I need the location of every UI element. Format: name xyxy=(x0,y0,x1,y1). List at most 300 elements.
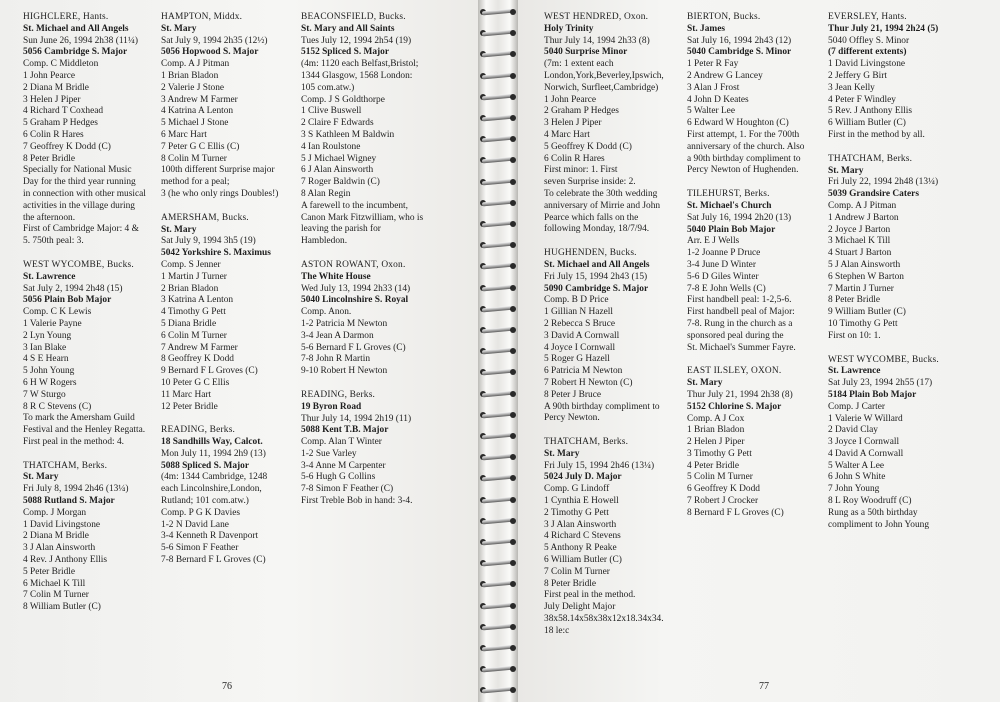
peal-detail-line: 5 Geoffrey K Dodd (C) xyxy=(544,141,632,152)
peal-detail-line: sponsored peal during the xyxy=(687,330,784,341)
peal-detail-line: 5 Graham P Hedges xyxy=(23,118,98,129)
peal-venue: 19 Byron Road xyxy=(301,401,362,412)
peal-detail-line: 3 Ian Blake xyxy=(23,342,67,353)
peal-entry xyxy=(828,154,939,343)
peal-detail-line: 5 Michael J Stone xyxy=(161,118,229,129)
peal-detail-line: anniversary of Mirrie and John xyxy=(544,200,661,211)
right-page xyxy=(518,0,1000,702)
binding-coil xyxy=(478,220,518,228)
left-column-3 xyxy=(301,12,423,520)
peal-detail-line: 11 Marc Hart xyxy=(161,389,212,400)
peal-date: Sat July 23, 1994 2h55 (17) xyxy=(828,378,933,389)
binding-coil xyxy=(478,326,518,334)
peal-detail-line: 5 J Alan Ainsworth xyxy=(828,259,901,270)
peal-entry xyxy=(687,189,804,354)
peal-detail-line: 8 L Roy Woodruff (C) xyxy=(828,496,912,507)
peal-entry xyxy=(161,12,278,201)
peal-detail-line: 4 Stuart J Barton xyxy=(828,248,892,259)
peal-detail-line: 2 Lyn Young xyxy=(23,330,72,341)
peal-method: 5042 Yorkshire S. Maximus xyxy=(161,248,271,259)
peal-detail-line: following Monday, 18/7/94. xyxy=(544,224,650,235)
peal-detail-line: 4 Timothy G Pett xyxy=(161,307,226,318)
binding-coil xyxy=(478,432,518,440)
peal-detail-line: compliment to John Young xyxy=(828,519,930,530)
peal-venue: The White House xyxy=(301,271,371,282)
peal-detail-line: 7 Roger Baldwin (C) xyxy=(301,177,380,188)
peal-method: 5040 Plain Bob Major xyxy=(687,224,776,235)
peal-detail-line: 1 Martin J Turner xyxy=(161,271,227,282)
peal-venue: St. Lawrence xyxy=(828,366,881,377)
peal-method: 5090 Cambridge S. Major xyxy=(544,283,649,294)
peal-detail-line: Comp. A J Pitman xyxy=(828,200,897,211)
peal-detail-line: 5 J Michael Wigney xyxy=(301,153,377,164)
peal-location: BEACONSFIELD, Bucks. xyxy=(301,12,406,22)
peal-venue: St. Mary xyxy=(828,165,864,176)
peal-method: 5040 Lincolnshire S. Royal xyxy=(301,295,409,306)
peal-date: Mon July 11, 1994 2h9 (13) xyxy=(161,448,266,459)
peal-detail-line: 3 David A Cornwall xyxy=(544,330,620,341)
peal-entry xyxy=(544,12,664,236)
peal-detail-line: 6 Stephen W Barton xyxy=(828,271,904,282)
peal-detail-line: 6 J Alan Ainsworth xyxy=(301,165,374,176)
peal-detail-line: 4 Katrina A Lenton xyxy=(161,106,234,117)
peal-detail-line: 5-6 Bernard F L Groves (C) xyxy=(301,342,406,353)
peal-date: Fri July 8, 1994 2h46 (13¼) xyxy=(23,484,129,495)
peal-venue: St. James xyxy=(687,23,726,34)
peal-detail-line: leaving the parish for xyxy=(301,224,381,235)
left-page xyxy=(0,0,478,702)
peal-detail-line: Comp. J S Goldthorpe xyxy=(301,94,385,105)
peal-detail-line: 6 John S White xyxy=(828,472,886,483)
peal-detail-line: First in the method by all. xyxy=(828,129,925,140)
right-column-2 xyxy=(687,12,804,532)
peal-location: HIGHCLERE, Hants. xyxy=(23,12,109,22)
peal-venue: St. Michael's Church xyxy=(687,200,772,211)
peal-detail-line: Comp. J Carter xyxy=(828,401,886,412)
peal-detail-line: Festival and the Henley Regatta. xyxy=(23,425,146,436)
peal-detail-line: 5 Roger G Hazell xyxy=(544,354,610,365)
binding-coil xyxy=(478,580,518,588)
peal-entry xyxy=(161,425,278,567)
peal-entry xyxy=(828,355,939,532)
peal-location: THATCHAM, Berks. xyxy=(23,460,108,471)
binding-coil xyxy=(478,390,518,398)
peal-venue: St. Mary xyxy=(161,224,197,235)
binding-coil xyxy=(478,305,518,313)
peal-location: THATCHAM, Berks. xyxy=(828,153,913,164)
peal-detail-line: Comp. J Morgan xyxy=(23,507,87,518)
peal-date: Sat July 2, 1994 2h48 (15) xyxy=(23,283,123,294)
peal-detail-line: 3-4 Jean A Darmon xyxy=(301,330,374,341)
peal-detail-line: 1 Clive Buswell xyxy=(301,106,362,117)
peal-detail-line: 2 Diana M Bridle xyxy=(23,531,89,542)
binding-coil xyxy=(478,50,518,58)
peal-entry xyxy=(828,12,939,142)
peal-detail-line: 1 Andrew J Barton xyxy=(828,212,899,223)
peal-detail-line: 8 Peter Bridle xyxy=(23,153,76,164)
peal-detail-line: 2 David Clay xyxy=(828,425,878,436)
peal-location: READING, Berks. xyxy=(161,425,236,436)
peal-venue: St. Lawrence xyxy=(23,271,76,282)
peal-detail-line: 3 Timothy G Pett xyxy=(687,448,752,459)
peal-venue: St. Michael and All Angels xyxy=(544,259,650,270)
peal-detail-line: the afternoon. xyxy=(23,212,76,223)
peal-detail-line: To mark the Amersham Guild xyxy=(23,413,135,424)
peal-detail-line: Comp. C K Lewis xyxy=(23,307,92,318)
peal-detail-line: 2 Graham P Hedges xyxy=(544,106,619,117)
peal-detail-line: 1 Gillian N Hazell xyxy=(544,307,613,318)
peal-location: ASTON ROWANT, Oxon. xyxy=(301,259,406,270)
peal-detail-line: 6 Colin R Hares xyxy=(23,129,84,140)
binding-coil xyxy=(478,686,518,694)
peal-detail-line: 1344 Glasgow, 1568 London: xyxy=(301,70,413,81)
peal-detail-line: method for a peal; xyxy=(161,177,230,188)
binding-coil xyxy=(478,262,518,270)
peal-detail-line: 7 Robert H Newton (C) xyxy=(544,377,633,388)
peal-location: HUGHENDEN, Bucks. xyxy=(544,248,637,259)
peal-venue: Thur July 21, 1994 2h24 (5) xyxy=(828,23,939,34)
peal-detail-line: 6 Patricia M Newton xyxy=(544,366,623,377)
peal-detail-line: 3 J Alan Ainsworth xyxy=(544,519,617,530)
peal-detail-line: 4 Peter Bridle xyxy=(687,460,740,471)
peal-detail-line: Rung as a 50th birthday xyxy=(828,507,918,518)
binding-coil xyxy=(478,453,518,461)
binding-coil xyxy=(478,347,518,355)
peal-date: Sat July 16, 1994 2h20 (13) xyxy=(687,212,792,223)
peal-detail-line: 1 Valerie Payne xyxy=(23,318,82,329)
peal-entry xyxy=(301,260,423,378)
peal-detail-line: 7 Peter G C Ellis (C) xyxy=(161,141,240,152)
peal-location: HAMPTON, Middx. xyxy=(161,12,243,22)
peal-detail-line: 1 John Pearce xyxy=(23,70,76,81)
peal-detail-line: 2 Timothy G Pett xyxy=(544,507,609,518)
binding-coil xyxy=(478,199,518,207)
peal-detail-line: 3 Michael K Till xyxy=(828,236,891,247)
peal-detail-line: 6 Marc Hart xyxy=(161,129,207,140)
peal-detail-line: Pearce which falls on the xyxy=(544,212,639,223)
peal-method: 5040 Cambridge S. Minor xyxy=(687,47,792,58)
peal-detail-line: 105 com.atw.) xyxy=(301,82,355,93)
peal-detail-line: 1 David Livingstone xyxy=(828,59,906,70)
peal-detail-line: 5 Peter Bridle xyxy=(23,566,76,577)
peal-method: 5056 Cambridge S. Major xyxy=(23,47,128,58)
peal-method: (7 different extents) xyxy=(828,47,907,58)
peal-detail-line: in connection with other musical xyxy=(23,188,146,199)
binding-coil xyxy=(478,623,518,631)
peal-detail-line: 4 John D Keates xyxy=(687,94,749,105)
peal-detail-line: Comp. A J Cox xyxy=(687,413,745,424)
peal-method: 5024 July D. Major xyxy=(544,472,622,483)
peal-method: 5039 Grandsire Caters xyxy=(828,189,919,200)
peal-date: Fri July 15, 1994 2h43 (15) xyxy=(544,271,648,282)
peal-detail-line: 10 Timothy G Pett xyxy=(828,318,898,329)
peal-venue: St. Mary xyxy=(161,23,197,34)
peal-date: Thur July 21, 1994 2h38 (8) xyxy=(687,389,793,400)
peal-date: Sat July 16, 1994 2h43 (12) xyxy=(687,35,792,46)
peal-detail-line: 8 William Butler (C) xyxy=(23,602,101,613)
binding-coil xyxy=(478,496,518,504)
peal-detail-line: 3 (he who only rings Doubles!) xyxy=(161,188,279,199)
peal-detail-line: 5 Walter Lee xyxy=(687,106,736,117)
peal-detail-line: Norwich, Surfleet,Cambridge) xyxy=(544,82,659,93)
peal-detail-line: First handbell peal of Major: xyxy=(687,307,795,318)
peal-detail-line: First Treble Bob in hand: 3-4. xyxy=(301,496,413,507)
peal-detail-line: 4 S E Hearn xyxy=(23,354,69,365)
peal-date: Thur July 14, 1994 2h19 (11) xyxy=(301,413,412,424)
peal-detail-line: 6 William Butler (C) xyxy=(544,555,622,566)
peal-detail-line: 4 Rev. J Anthony Ellis xyxy=(23,555,108,566)
peal-date: Wed July 13, 1994 2h33 (14) xyxy=(301,283,411,294)
peal-detail-line: 3 J Alan Ainsworth xyxy=(23,543,96,554)
peal-detail-line: 1 Cynthia E Howell xyxy=(544,496,619,507)
peal-date: Sun June 26, 1994 2h38 (11¼) xyxy=(23,35,139,46)
binding-coil xyxy=(478,114,518,122)
peal-venue: 18 Sandhills Way, Calcot. xyxy=(161,437,263,448)
peal-detail-line: 2 Diana M Bridle xyxy=(23,82,89,93)
peal-entry xyxy=(301,12,423,248)
peal-detail-line: 9-10 Robert H Newton xyxy=(301,366,388,377)
peal-location: READING, Berks. xyxy=(301,389,376,400)
peal-method: 5152 Chlorine S. Major xyxy=(687,401,782,412)
peal-detail-line: Percy Newton of Hughenden. xyxy=(687,165,799,176)
peal-detail-line: 2 Brian Bladon xyxy=(161,283,219,294)
peal-detail-line: 5 Walter A Lee xyxy=(828,460,885,471)
peal-detail-line: 5 Rev. J Anthony Ellis xyxy=(828,106,913,117)
peal-detail-line: Comp. B D Price xyxy=(544,295,609,306)
peal-detail-line: 5 Diana Bridle xyxy=(161,318,217,329)
peal-venue: Holy Trinity xyxy=(544,23,594,34)
peal-detail-line: 5-6 D Giles Winter xyxy=(687,271,759,282)
binding-coil xyxy=(478,284,518,292)
peal-venue: St. Mary xyxy=(687,378,723,389)
peal-entry xyxy=(301,390,423,508)
peal-detail-line: 1-2 N David Lane xyxy=(161,519,229,530)
binding-coil xyxy=(478,156,518,164)
peal-detail-line: A 90th birthday compliment to xyxy=(544,401,660,412)
peal-location: BIERTON, Bucks. xyxy=(687,12,761,22)
peal-method: 5056 Plain Bob Major xyxy=(23,295,112,306)
peal-detail-line: 3-4 Anne M Carpenter xyxy=(301,460,386,471)
peal-method: 5088 Rutland S. Major xyxy=(23,496,115,507)
peal-detail-line: 8 Alan Regin xyxy=(301,188,351,199)
binding-coil xyxy=(478,644,518,652)
peal-detail-line: 2 Valerie J Stone xyxy=(161,82,225,93)
peal-detail-line: 2 Jeffery G Birt xyxy=(828,70,887,81)
peal-location: AMERSHAM, Bucks. xyxy=(161,212,249,223)
peal-detail-line: First minor: 1. First xyxy=(544,165,618,176)
peal-method: 5056 Hopwood S. Major xyxy=(161,47,259,58)
peal-detail-line: 7 Martin J Turner xyxy=(828,283,894,294)
binding-coil xyxy=(478,474,518,482)
peal-method: 5040 Surprise Minor xyxy=(544,47,628,58)
peal-detail-line: 5-6 Hugh G Collins xyxy=(301,472,376,483)
peal-detail-line: 6 Edward W Houghton (C) xyxy=(687,118,789,129)
peal-venue: St. Mary xyxy=(23,472,59,483)
binding-coil xyxy=(478,241,518,249)
peal-detail-line: 5 Anthony R Peake xyxy=(544,543,617,554)
peal-detail-line: 7 John Young xyxy=(828,484,880,495)
peal-detail-line: (7m: 1 extent each xyxy=(544,59,614,70)
peal-detail-line: Comp. C Middleton xyxy=(23,59,99,70)
peal-detail-line: 6 Colin R Hares xyxy=(544,153,605,164)
peal-detail-line: 7 Geoffrey K Dodd (C) xyxy=(23,141,111,152)
peal-location: WEST WYCOMBE, Bucks. xyxy=(828,354,939,365)
peal-detail-line: 1 Peter R Fay xyxy=(687,59,739,70)
peal-detail-line: anniversary of the church. Also xyxy=(687,141,805,152)
peal-detail-line: 7-8 John R Martin xyxy=(301,354,371,365)
peal-venue: St. Mary xyxy=(544,448,580,459)
peal-detail-line: 4 Marc Hart xyxy=(544,129,590,140)
peal-detail-line: 6 Michael K Till xyxy=(23,578,86,589)
peal-date: Fri July 22, 1994 2h48 (13¼) xyxy=(828,177,939,188)
peal-detail-line: Comp. G Lindoff xyxy=(544,484,610,495)
peal-detail-line: each Lincolnshire,London, xyxy=(161,484,262,495)
binding-coil xyxy=(478,135,518,143)
binding-coil xyxy=(478,517,518,525)
peal-detail-line: 4 Richard C Stevens xyxy=(544,531,621,542)
peal-entry xyxy=(687,12,804,177)
peal-location: WEST HENDRED, Oxon. xyxy=(544,12,649,22)
binding-coil xyxy=(478,93,518,101)
peal-detail-line: 5 John Young xyxy=(23,366,75,377)
peal-detail-line: 4 David A Cornwall xyxy=(828,448,904,459)
peal-detail-line: 5. 750th peal: 3. xyxy=(23,236,84,247)
peal-detail-line: 6 William Butler (C) xyxy=(828,118,906,129)
peal-detail-line: Comp. S Jenner xyxy=(161,259,221,270)
peal-detail-line: 1 Brian Bladon xyxy=(687,425,745,436)
peal-detail-line: 9 William Butler (C) xyxy=(828,307,906,318)
peal-detail-line: 8 Peter Bridle xyxy=(828,295,881,306)
peal-detail-line: 6 H W Rogers xyxy=(23,377,77,388)
peal-detail-line: 4 Ian Roulstone xyxy=(301,141,361,152)
left-column-2 xyxy=(161,12,278,579)
peal-detail-line: To celebrate the 30th wedding xyxy=(544,188,658,199)
peal-detail-line: 1-2 Sue Varley xyxy=(301,448,357,459)
peal-detail-line: 1 Valerie W Willard xyxy=(828,413,903,424)
peal-detail-line: 8 Peter Bridle xyxy=(544,578,597,589)
peal-detail-line: Hambledon. xyxy=(301,236,348,247)
peal-detail-line: Day for the third year running xyxy=(23,177,136,188)
binding-coil xyxy=(478,29,518,37)
peal-entry xyxy=(23,461,146,614)
peal-date: Tues July 12, 1994 2h54 (19) xyxy=(301,35,412,46)
peal-detail-line: 1-2 Patricia M Newton xyxy=(301,318,388,329)
peal-date: Thur July 14, 1994 2h33 (8) xyxy=(544,35,650,46)
binding-coil xyxy=(478,72,518,80)
peal-detail-line: Comp. Anon. xyxy=(301,307,352,318)
peal-detail-line: 7 Andrew M Farmer xyxy=(161,342,238,353)
peal-detail-line: Comp. P G K Davies xyxy=(161,507,241,518)
peal-entry xyxy=(23,260,146,449)
peal-detail-line: 1-2 Joanne P Druce xyxy=(687,248,761,259)
peal-detail-line: 7-8 Bernard F L Groves (C) xyxy=(161,555,266,566)
peal-detail-line: Comp. A J Pitman xyxy=(161,59,230,70)
peal-entry xyxy=(161,213,278,414)
peal-detail-line: 18 le:c xyxy=(544,625,570,636)
peal-detail-line: First on 10: 1. xyxy=(828,330,881,341)
binding-coil xyxy=(478,8,518,16)
peal-detail-line: 3 Helen J Piper xyxy=(23,94,81,105)
peal-detail-line: a 90th birthday compliment to xyxy=(687,153,801,164)
peal-location: THATCHAM, Berks. xyxy=(544,437,629,448)
peal-location: EVERSLEY, Hants. xyxy=(828,12,907,22)
binding-coil xyxy=(478,602,518,610)
peal-date: Sat July 9, 1994 3h5 (19) xyxy=(161,236,256,247)
peal-detail-line: 3 Helen J Piper xyxy=(544,118,602,129)
peal-detail-line: 7-8 E John Wells (C) xyxy=(687,283,766,294)
peal-detail-line: Canon Mark Fitzwilliam, who is xyxy=(301,212,424,223)
peal-detail-line: First peal in the method: 4. xyxy=(23,436,125,447)
peal-detail-line: 8 Colin M Turner xyxy=(161,153,227,164)
peal-detail-line: 3 Andrew M Farmer xyxy=(161,94,238,105)
page-number-left: 76 xyxy=(222,681,232,692)
peal-location: WEST WYCOMBE, Bucks. xyxy=(23,259,134,270)
binding-coil xyxy=(478,178,518,186)
peal-entry xyxy=(23,12,146,248)
peal-detail-line: 7 W Sturgo xyxy=(23,389,66,400)
peal-detail-line: London,York,Beverley,Ipswich, xyxy=(544,70,664,81)
peal-detail-line: 3-4 June D Winter xyxy=(687,259,756,270)
peal-entry xyxy=(687,366,804,519)
peal-detail-line: 2 Andrew G Lancey xyxy=(687,70,763,81)
right-column-1 xyxy=(544,12,664,650)
peal-detail-line: 7 Robert J Crocker xyxy=(687,496,759,507)
peal-location: TILEHURST, Berks. xyxy=(687,189,770,200)
peal-detail-line: 8 Bernard F L Groves (C) xyxy=(687,507,784,518)
peal-detail-line: 7 Colin M Turner xyxy=(544,566,610,577)
peal-detail-line: St. Michael's Summer Fayre. xyxy=(687,342,796,353)
peal-detail-line: 7-8. Rung in the church as a xyxy=(687,318,793,329)
peal-detail-line: Arr. E J Wells xyxy=(687,236,740,247)
peal-detail-line: seven Surprise inside: 2. xyxy=(544,177,636,188)
peal-detail-line: 8 Peter J Bruce xyxy=(544,389,602,400)
peal-detail-line: 2 Joyce J Barton xyxy=(828,224,891,235)
peal-detail-line: 6 Geoffrey K Dodd xyxy=(687,484,760,495)
peal-date: Sat July 9, 1994 2h35 (12½) xyxy=(161,35,268,46)
peal-detail-line: First attempt, 1. For the 700th xyxy=(687,129,800,140)
peal-detail-line: 38x58.14x58x38x12x18.34x34. xyxy=(544,614,664,625)
peal-detail-line: (4m: 1344 Cambridge, 1248 xyxy=(161,472,268,483)
peal-detail-line: 12 Peter Bridle xyxy=(161,401,218,412)
peal-location: EAST ILSLEY, OXON. xyxy=(687,366,782,377)
binding-coil xyxy=(478,368,518,376)
peal-detail-line: 3 S Kathleen M Baldwin xyxy=(301,129,395,140)
peal-detail-line: First of Cambridge Major: 4 & xyxy=(23,224,139,235)
peal-detail-line: 7 Colin M Turner xyxy=(23,590,89,601)
peal-detail-line: 8 Geoffrey K Dodd xyxy=(161,354,234,365)
binding-coil xyxy=(478,411,518,419)
peal-detail-line: 1 John Pearce xyxy=(544,94,597,105)
peal-method: 5152 Spliced S. Major xyxy=(301,47,390,58)
peal-detail-line: 1 Brian Bladon xyxy=(161,70,219,81)
peal-detail-line: July Delight Major xyxy=(544,602,616,613)
right-column-3 xyxy=(828,12,939,543)
peal-detail-line: 3 Alan J Frost xyxy=(687,82,740,93)
peal-detail-line: activities in the village during xyxy=(23,200,135,211)
peal-detail-line: 5 Colin M Turner xyxy=(687,472,753,483)
peal-detail-line: Percy Newton. xyxy=(544,413,600,424)
peal-detail-line: 4 Peter F Windley xyxy=(828,94,896,105)
left-column-1 xyxy=(23,12,146,626)
peal-detail-line: 4 Joyce I Cornwall xyxy=(544,342,616,353)
peal-venue: St. Michael and All Angels xyxy=(23,23,129,34)
spiral-binding xyxy=(478,0,518,702)
peal-detail-line: 7-8 Simon F Feather (C) xyxy=(301,484,394,495)
peal-entry xyxy=(544,437,664,638)
peal-date: Fri July 15, 1994 2h46 (13¼) xyxy=(544,460,655,471)
peal-venue: St. Mary and All Saints xyxy=(301,23,395,34)
peal-method: 5184 Plain Bob Major xyxy=(828,389,917,400)
